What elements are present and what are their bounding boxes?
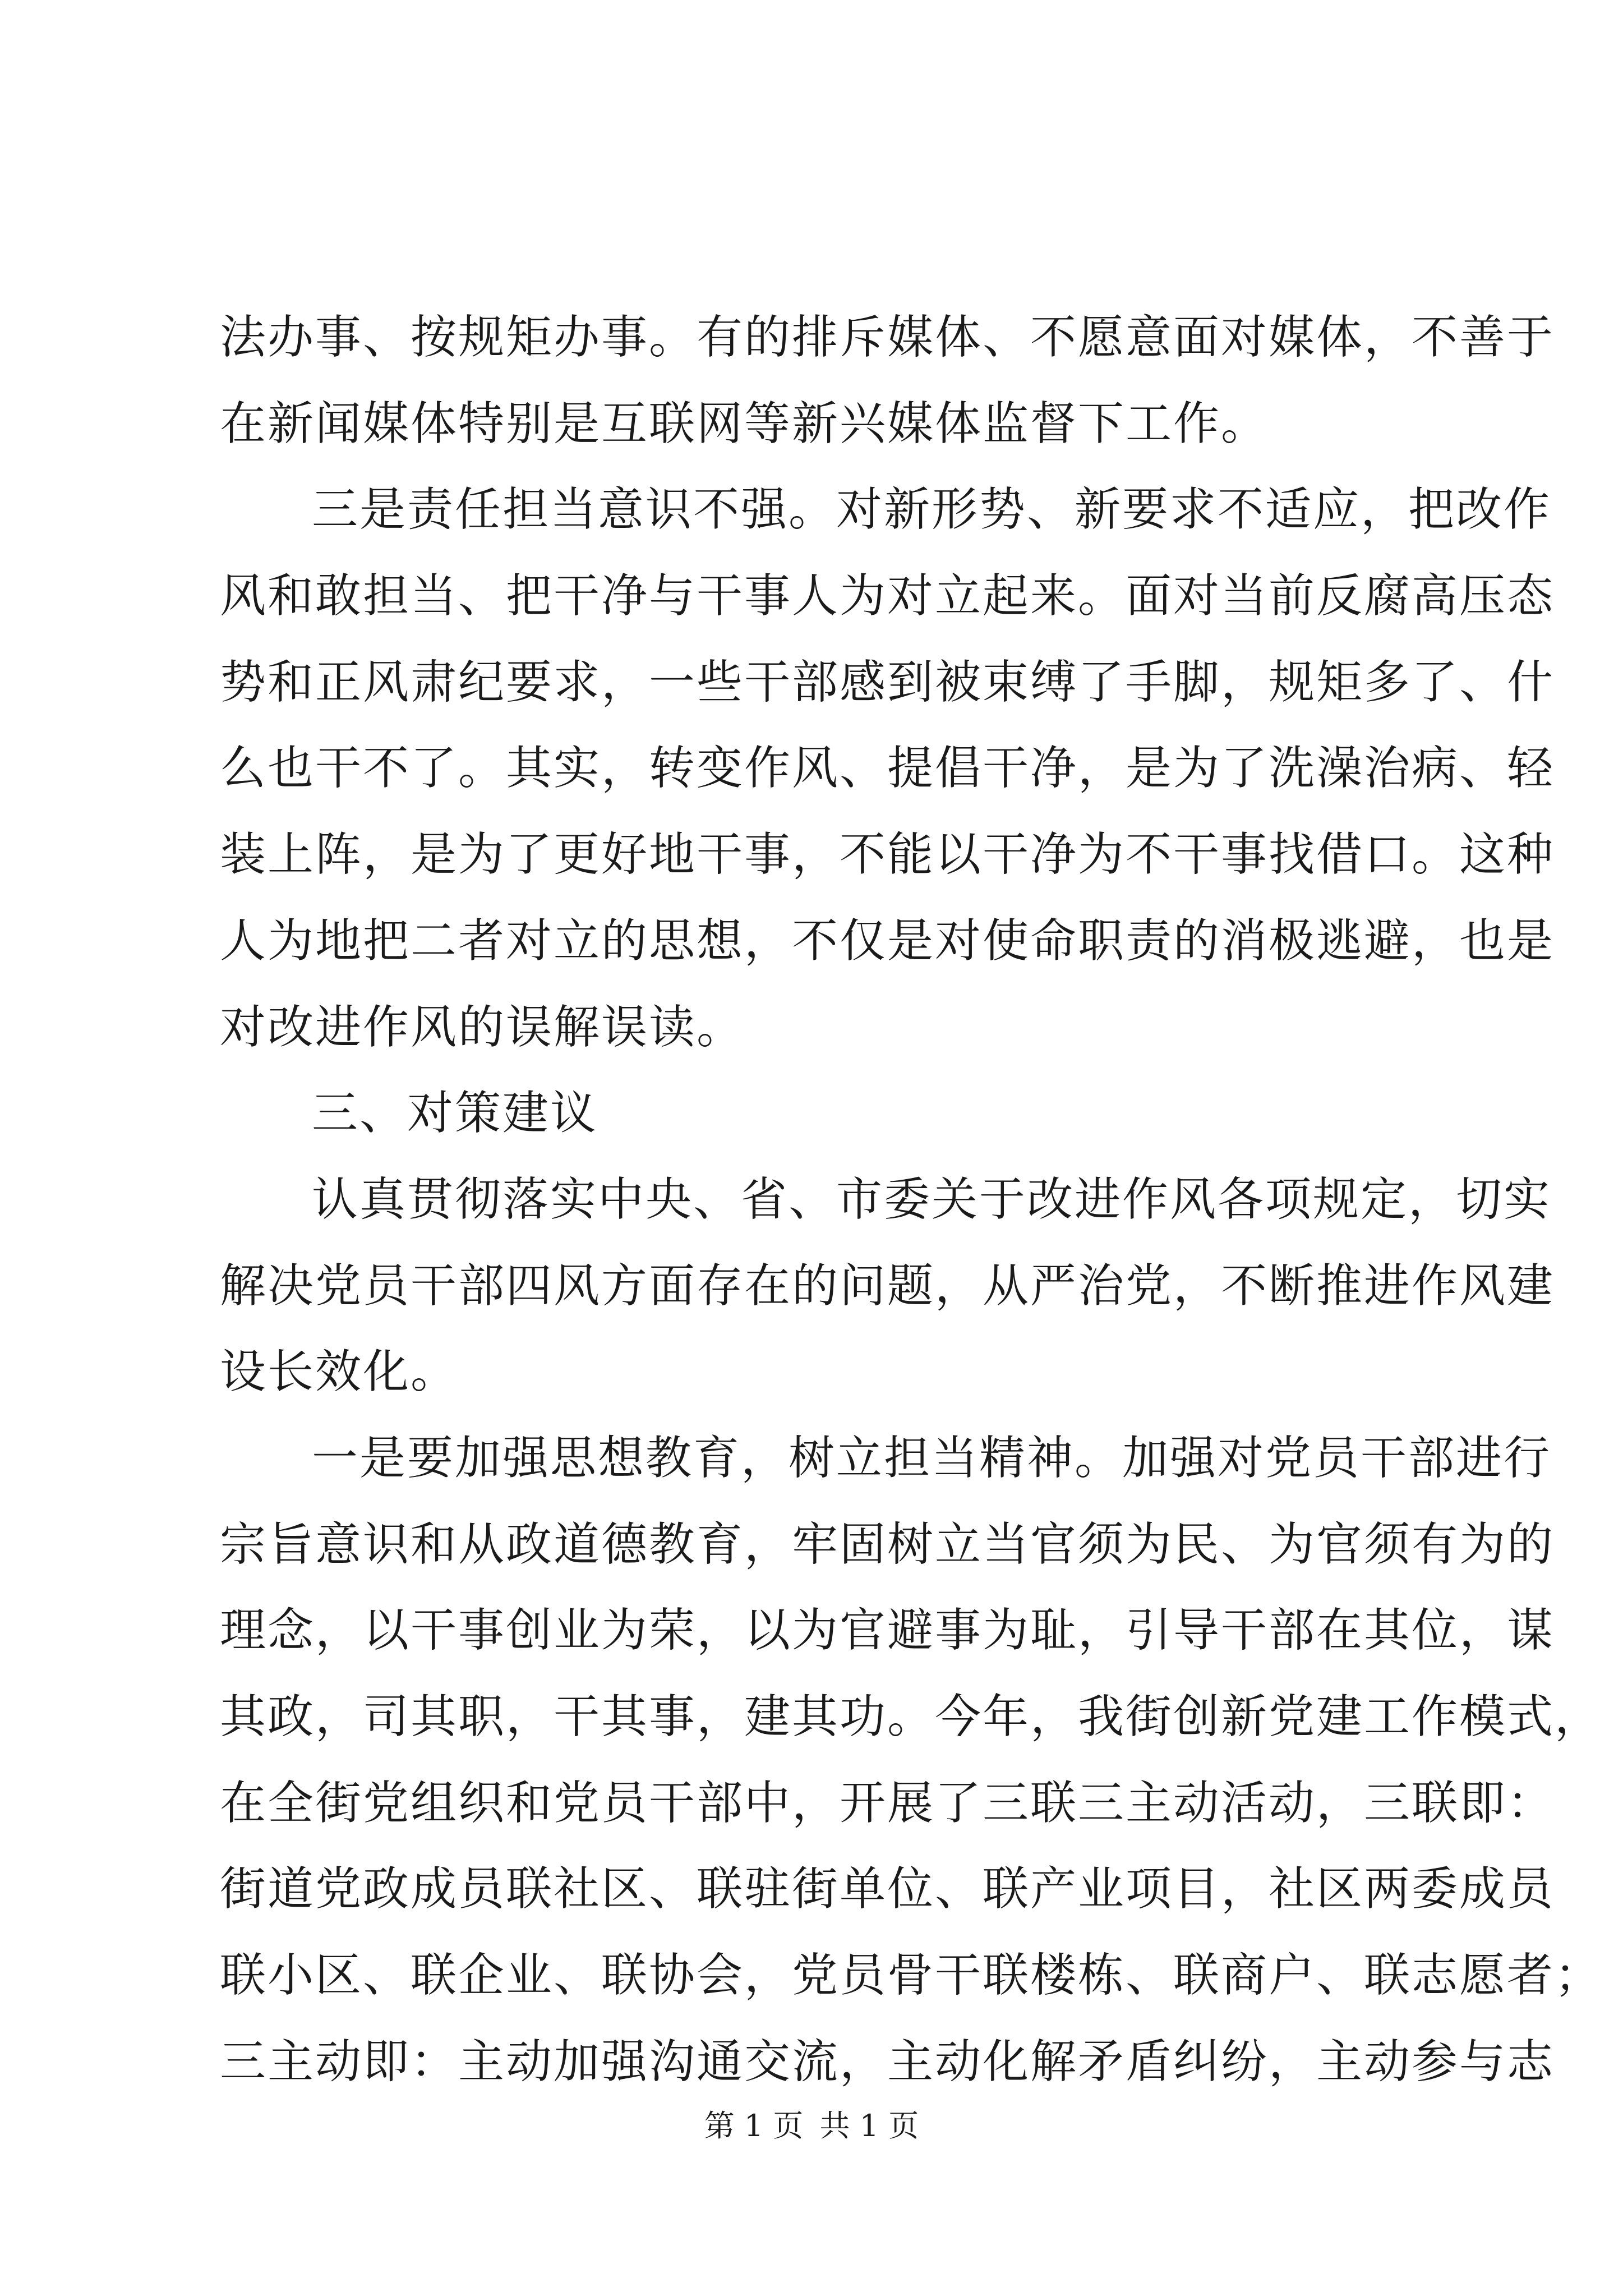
text-line: 势和正风肃纪要求，一些干部感到被束缚了手脚，规矩多了、什 — [220, 655, 1555, 709]
page-footer — [0, 2106, 1623, 2146]
page-number: 第 1 页 — [704, 2108, 804, 2143]
text-line: 装上阵，是为了更好地干事，不能以干净为不干事找借口。这种 — [220, 828, 1555, 882]
text-line: 联小区、联企业、联协会，党员骨干联楼栋、联商户、联志愿者； — [220, 1949, 1603, 2003]
text-line: 么也干不了。其实，转变作风、提倡干净，是为了洗澡治病、轻 — [220, 742, 1555, 795]
text-line: 理念，以干事创业为荣，以为官避事为耻，引导干部在其位，谋 — [220, 1604, 1555, 1658]
total-pages: 共 1 页 — [819, 2108, 919, 2143]
text-line: 街道党政成员联社区、联驻街单位、联产业项目，社区两委成员 — [220, 1862, 1555, 1916]
paragraph-start-line: 认真贯彻落实中央、省、市委关于改进作风各项规定，切实 — [312, 1172, 1552, 1226]
text-line: 在全街党组织和党员干部中，开展了三联三主动活动，三联即： — [220, 1776, 1555, 1830]
text-line: 对改进作风的误解误读。 — [220, 1000, 745, 1054]
text-line: 解决党员干部四风方面存在的问题，从严治党，不断推进作风建 — [220, 1259, 1555, 1313]
text-line: 宗旨意识和从政道德教育，牢固树立当官须为民、为官须有为的 — [220, 1517, 1555, 1571]
text-line: 风和敢担当、把干净与干事人为对立起来。面对当前反腐高压态 — [220, 569, 1555, 623]
document-body — [220, 295, 1603, 2105]
text-line: 设长效化。 — [220, 1345, 459, 1399]
paragraph-start-line: 一是要加强思想教育，树立担当精神。加强对党员干部进行 — [312, 1431, 1552, 1485]
section-heading: 三、对策建议 — [312, 1087, 598, 1140]
text-line: 三主动即：主动加强沟通交流，主动化解矛盾纠纷，主动参与志 — [220, 2035, 1555, 2088]
text-line: 其政，司其职，干其事，建其功。今年，我街创新党建工作模式， — [220, 1690, 1603, 1743]
text-line: 在新闻媒体特别是互联网等新兴媒体监督下工作。 — [220, 397, 1269, 450]
text-line: 人为地把二者对立的思想，不仅是对使命职责的消极逃避，也是 — [220, 914, 1555, 968]
text-line: 法办事、按规矩办事。有的排斥媒体、不愿意面对媒体，不善于 — [220, 311, 1555, 364]
paragraph-start-line: 三是责任担当意识不强。对新形势、新要求不适应，把改作 — [312, 483, 1552, 537]
